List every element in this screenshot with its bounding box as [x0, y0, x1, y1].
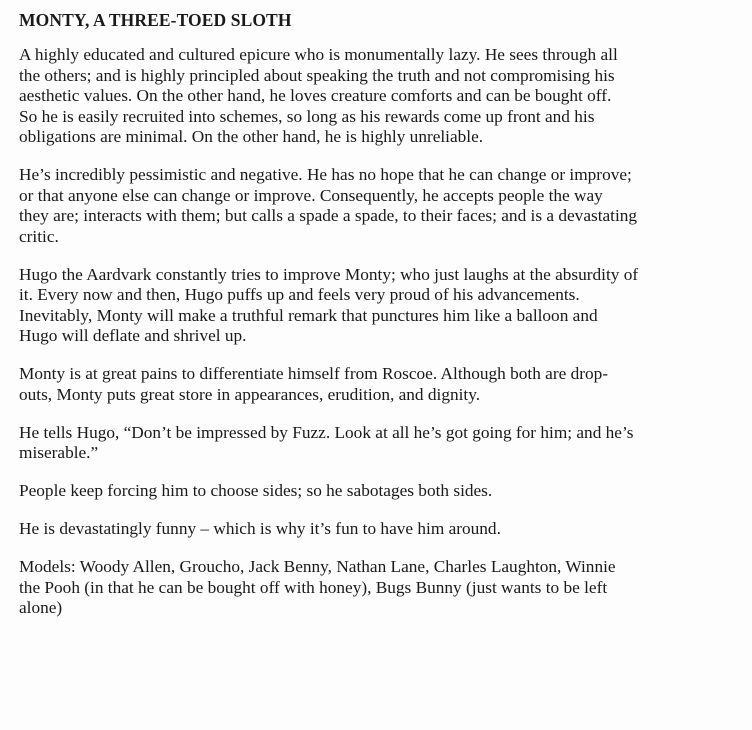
- paragraph-line: the Pooh (in that he can be bought off with honey), Bugs Bunny (just wants to be left: [19, 577, 608, 597]
- paragraph-line: aesthetic values. On the other hand, he loves creature comforts and can be bought off.: [19, 86, 612, 105]
- paragraph-5: [19, 423, 732, 464]
- paragraph-6: [19, 481, 732, 502]
- paragraph-line: Hugo will deflate and shrivel up.: [19, 326, 247, 345]
- paragraph-line: miserable.”: [19, 443, 99, 462]
- paragraph-line: He is devastatingly funny – which is why it’s fun to have him around.: [19, 519, 501, 538]
- paragraph-line: the others; and is highly principled about speaking the truth and not compromising his: [19, 65, 615, 85]
- paragraph-2: [19, 165, 732, 247]
- paragraph-line: Hugo the Aardvark constantly tries to improve Monty; who just laughs at the absurdity of: [19, 264, 639, 284]
- paragraph-line: So he is easily recruited into schemes, so long as his rewards come up front and his: [19, 106, 595, 126]
- paragraph-line: critic.: [19, 226, 59, 246]
- paragraph-7: [19, 519, 732, 540]
- paragraph-line: He’s incredibly pessimistic and negative. He has no hope that he can change or improve;: [19, 165, 632, 184]
- paragraph-line: People keep forcing him to choose sides; so he sabotages both sides.: [19, 481, 493, 500]
- paragraph-line: obligations are minimal. On the other hand, he is highly unreliable.: [19, 127, 484, 146]
- paragraph-line: Inevitably, Monty will make a truthful remark that punctures him like a balloon and: [19, 305, 598, 325]
- paragraph-8: [19, 557, 732, 619]
- document-title: MONTY, A THREE-TOED SLOTH: [19, 10, 292, 30]
- paragraph-line: or that anyone else can change or improve. Consequently, he accepts people the way: [19, 185, 603, 205]
- paragraph-line: He tells Hugo, “Don’t be impressed by Fuzz. Look at all he’s got going for him; and he’s: [19, 422, 634, 442]
- paragraph-line: Monty is at great pains to differentiate himself from Roscoe. Although both are drop-: [19, 364, 609, 383]
- document-body: [19, 45, 732, 619]
- paragraph-line: alone): [19, 598, 63, 617]
- paragraph-1: [19, 45, 732, 148]
- paragraph-line: outs, Monty puts great store in appearances, erudition, and dignity.: [19, 384, 481, 404]
- paragraph-line: Models: Woody Allen, Groucho, Jack Benny, Nathan Lane, Charles Laughton, Winnie: [19, 557, 616, 576]
- paragraph-3: [19, 265, 732, 347]
- paragraph-line: A highly educated and cultured epicure who is monumentally lazy. He sees through all: [19, 45, 618, 64]
- paragraph-line: it. Every now and then, Hugo puffs up and feels very proud of his advancements.: [19, 285, 580, 304]
- paragraph-line: they are; interacts with them; but calls a spade a spade, to their faces; and is a devastating: [19, 206, 638, 225]
- paragraph-4: [19, 364, 732, 405]
